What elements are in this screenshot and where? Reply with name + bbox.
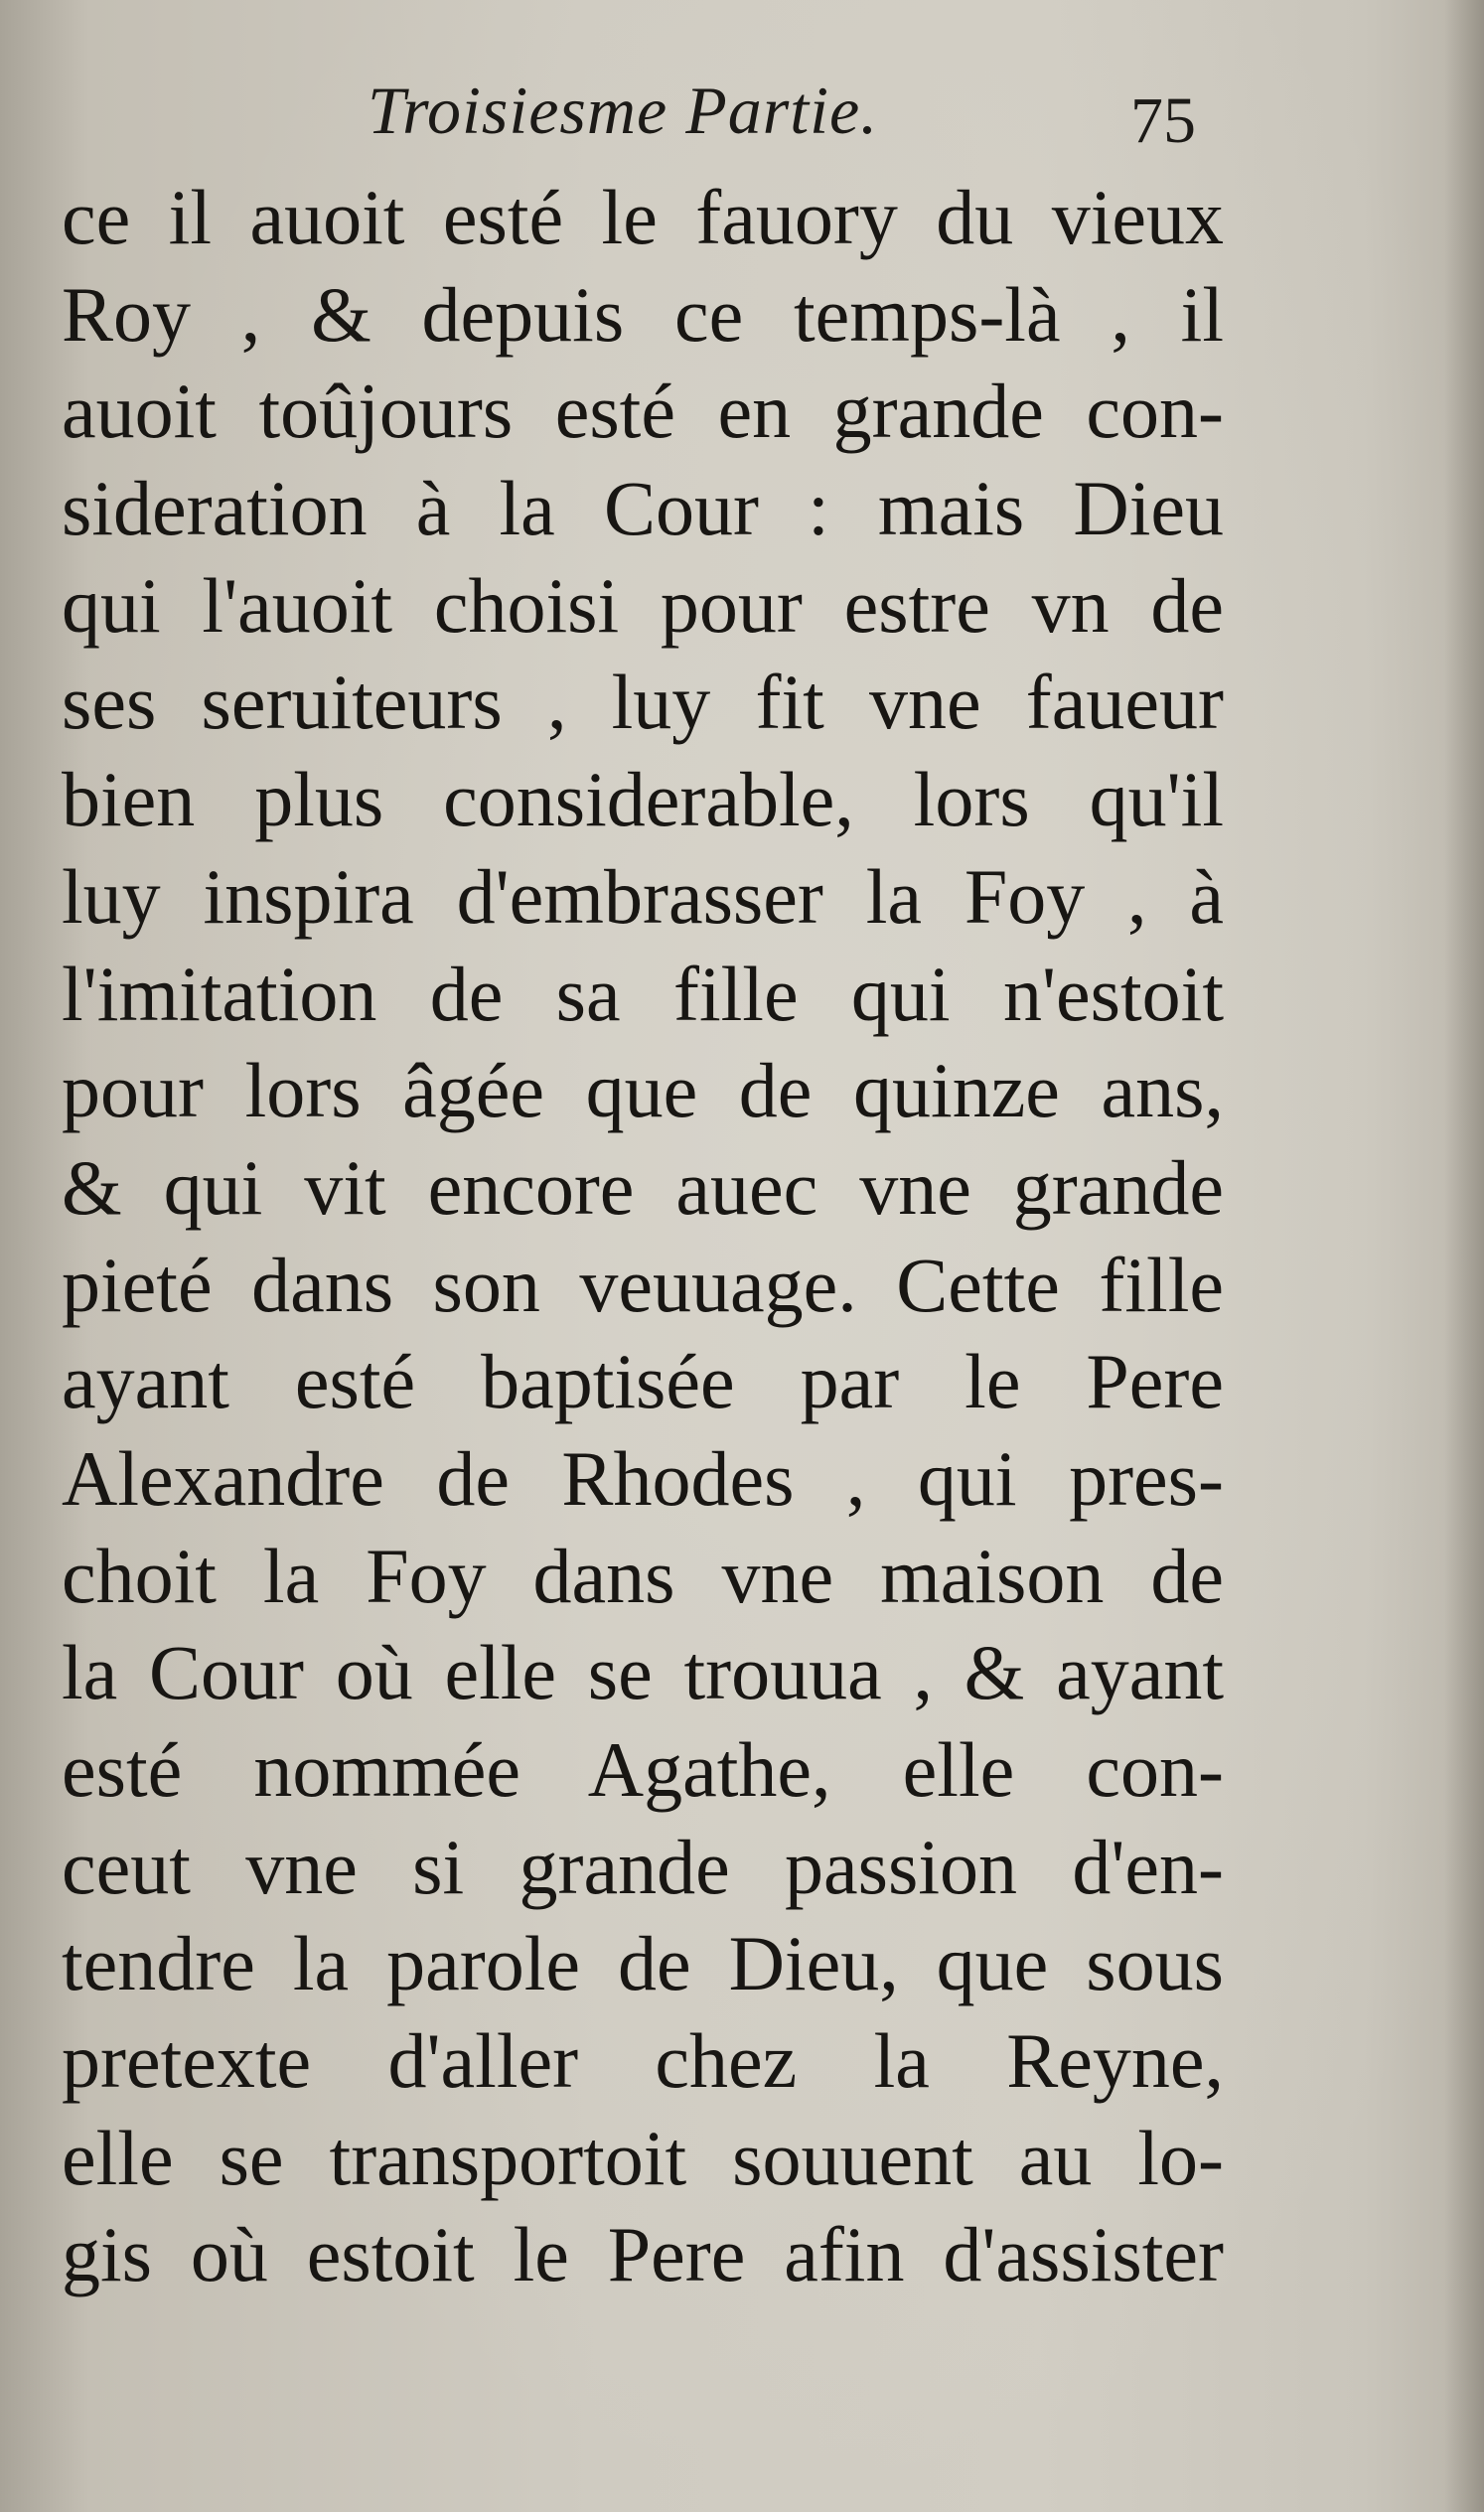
text-line: ce il auoit esté le fauory du vieux — [62, 174, 1224, 260]
text-line: & qui vit encore auec vne grande — [62, 1143, 1224, 1231]
text-line: auoit toûjours esté en grande con- — [62, 368, 1224, 455]
running-title: Troisiesme Partie. — [368, 73, 879, 148]
body-text — [62, 169, 1224, 2303]
text-line: tendre la parole de Dieu, que sous — [62, 1920, 1224, 2007]
text-line: bien plus considerable, lors qu'il — [62, 756, 1224, 843]
text-line: ayant esté baptisée par le Pere — [62, 1338, 1224, 1425]
text-line: pretexte d'aller chez la Reyne, — [62, 2017, 1224, 2105]
text-line: ceut vne si grande passion d'en- — [62, 1823, 1224, 1910]
text-line: pour lors âgée que de quinze ans, — [62, 1047, 1224, 1134]
text-line: gis où estoit le Pere afin d'assister — [62, 2211, 1224, 2298]
text-line: qui l'auoit choisi pour estre vn de — [62, 561, 1224, 649]
text-line: luy inspira d'embrasser la Foy , à — [62, 852, 1224, 940]
text-line: Alexandre de Rhodes , qui pres- — [62, 1434, 1224, 1522]
text-line: elle se transportoit souuent au lo- — [62, 2114, 1224, 2201]
text-line: ses seruiteurs , luy fit vne faueur — [62, 659, 1224, 746]
text-line: Roy , & depuis ce temps-là , il — [62, 270, 1224, 358]
text-line: sideration à la Cour : mais Dieu — [62, 465, 1224, 552]
text-line: choit la Foy dans vne maison de — [62, 1532, 1224, 1619]
text-line: pieté dans son veuuage. Cette fille — [62, 1241, 1224, 1328]
text-line: esté nommée Agathe, elle con- — [62, 1726, 1224, 1813]
page-number: 75 — [1130, 84, 1196, 157]
text-line: l'imitation de sa fille qui n'estoit — [62, 950, 1224, 1037]
text-line: la Cour où elle se trouua , & ayant — [62, 1629, 1224, 1716]
